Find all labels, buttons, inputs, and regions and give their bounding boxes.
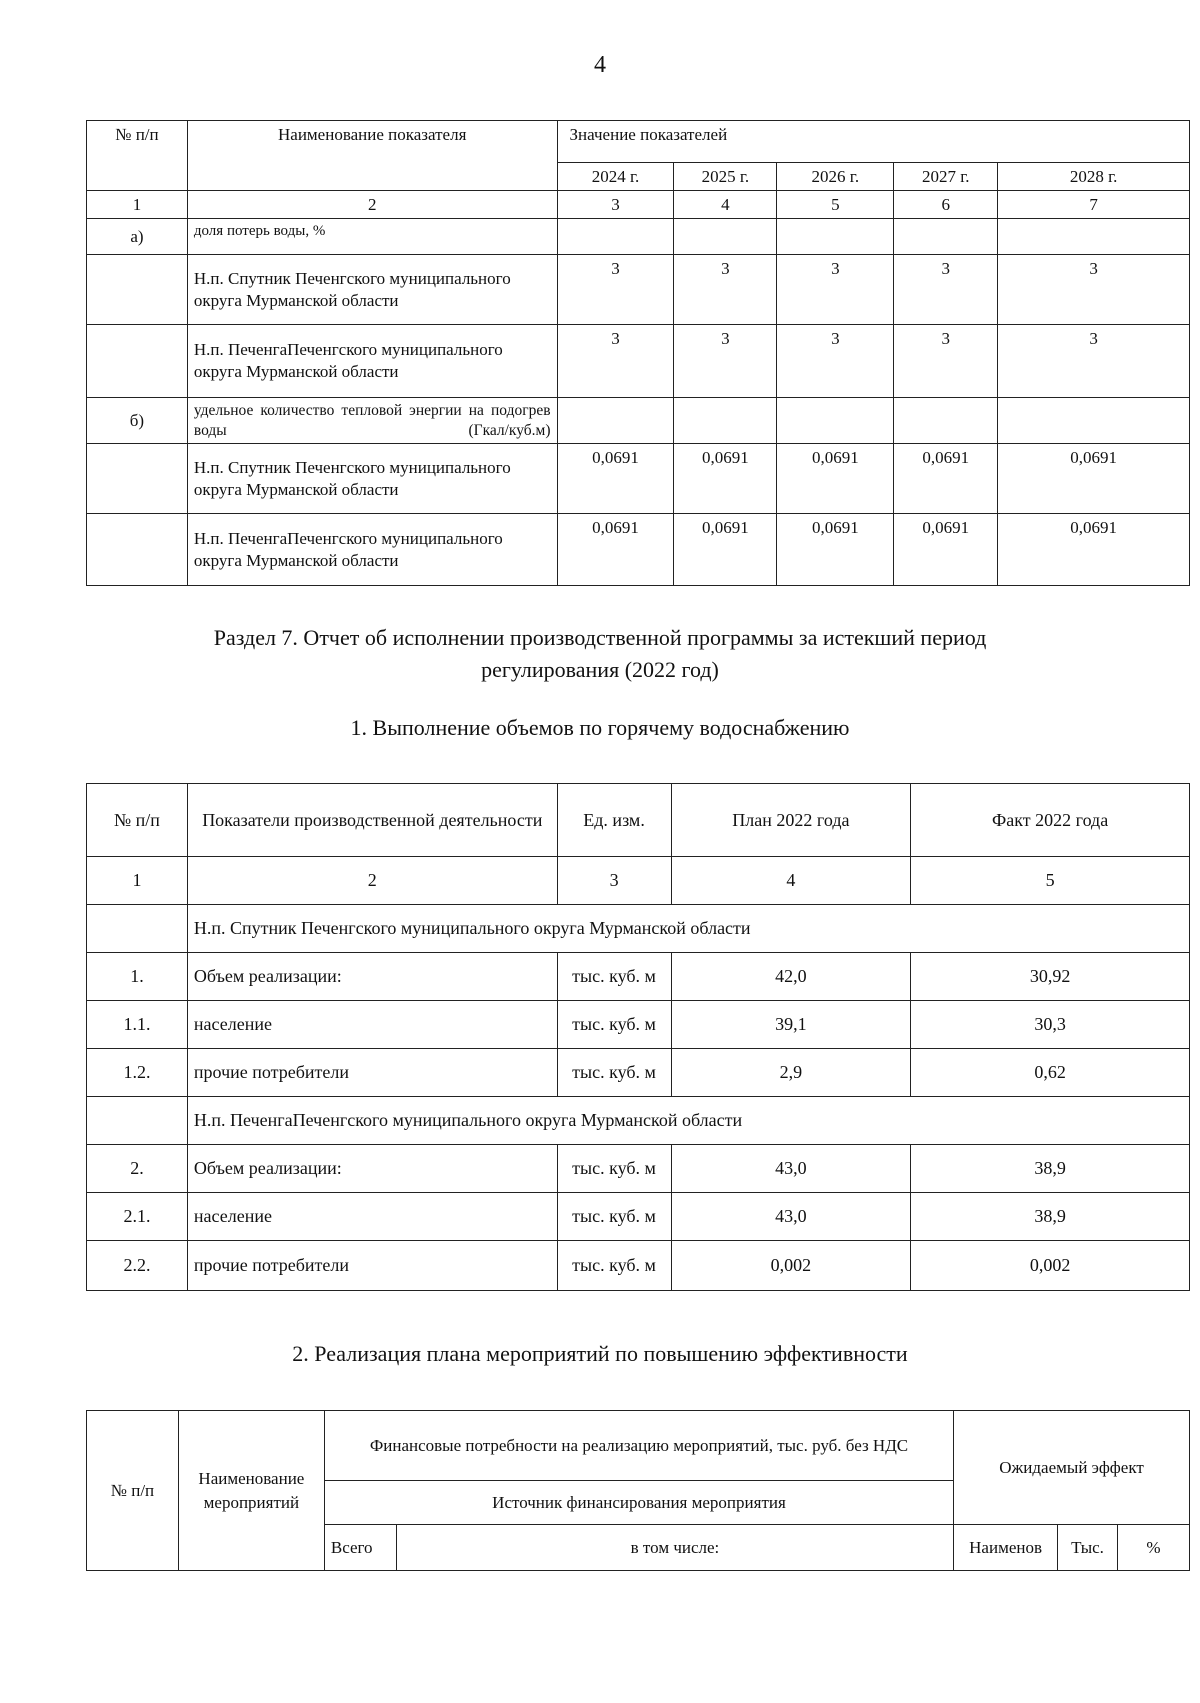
t1-year: 2026 г. xyxy=(777,163,894,191)
t2-row-num: 2.2. xyxy=(87,1241,188,1291)
t1-cell: 0,0691 xyxy=(777,514,894,586)
t2-row-name: население xyxy=(187,1193,557,1241)
t1-colnum: 3 xyxy=(557,191,674,219)
t1-cell: 3 xyxy=(998,255,1190,325)
t1-row-num: а) xyxy=(87,219,188,255)
t1-cell: 0,0691 xyxy=(557,444,674,514)
t1-cell: 3 xyxy=(998,325,1190,398)
t1-cell xyxy=(998,219,1190,255)
table-row xyxy=(87,1001,1190,1049)
t1-cell: 0,0691 xyxy=(674,444,777,514)
t2-row-unit: тыс. куб. м xyxy=(557,1241,671,1291)
t3-header-including: в том числе: xyxy=(396,1525,953,1571)
page-number: 4 xyxy=(594,52,606,78)
t3-header-effect-thousand: Тыс. xyxy=(1058,1525,1118,1571)
t1-cell xyxy=(557,398,674,444)
t1-row-name: доля потерь воды, % xyxy=(187,219,557,255)
t1-cell: 3 xyxy=(777,325,894,398)
t2-row-fact: 0,62 xyxy=(911,1049,1190,1097)
t2-row-unit: тыс. куб. м xyxy=(557,1193,671,1241)
t1-cell: 0,0691 xyxy=(674,514,777,586)
indicators-table xyxy=(86,120,1190,586)
t1-row-num: б) xyxy=(87,398,188,444)
t1-cell: 3 xyxy=(894,255,998,325)
t1-year: 2024 г. xyxy=(557,163,674,191)
t1-cell: 0,0691 xyxy=(894,514,998,586)
t1-row-num xyxy=(87,514,188,586)
t1-row-name: Н.п. ПеченгаПеченгского муниципального округа Мурманской области xyxy=(187,325,557,398)
subsection-title-1: 1. Выполнение объемов по горячему водоснабжению xyxy=(350,715,850,740)
t1-cell: 0,0691 xyxy=(998,444,1190,514)
t1-cell xyxy=(777,219,894,255)
t1-colnum: 4 xyxy=(674,191,777,219)
t1-row-name: удельное количество тепловой энергии на подогрев воды (Гкал/куб.м) xyxy=(187,398,557,444)
t2-row-plan: 43,0 xyxy=(671,1145,911,1193)
t1-cell: 3 xyxy=(894,325,998,398)
t1-cell xyxy=(674,219,777,255)
t1-cell: 0,0691 xyxy=(894,444,998,514)
t1-colnum: 6 xyxy=(894,191,998,219)
table-row xyxy=(87,255,1190,325)
t3-header-effect-name: Наименов xyxy=(954,1525,1058,1571)
t2-row-num: 2.1. xyxy=(87,1193,188,1241)
subsection-title-2: 2. Реализация плана мероприятий по повышению эффективности xyxy=(292,1341,908,1366)
t1-row-name: Н.п. Спутник Печенгского муниципального округа Мурманской области xyxy=(187,255,557,325)
t1-colnum: 2 xyxy=(187,191,557,219)
t2-row-plan: 42,0 xyxy=(671,953,911,1001)
table-row xyxy=(87,325,1190,398)
t2-row-unit: тыс. куб. м xyxy=(557,953,671,1001)
t2-row-name: прочие потребители xyxy=(187,1241,557,1291)
t1-year: 2027 г. xyxy=(894,163,998,191)
t1-row-num xyxy=(87,325,188,398)
t2-row-plan: 43,0 xyxy=(671,1193,911,1241)
table-row xyxy=(87,398,1190,444)
t1-cell: 3 xyxy=(557,255,674,325)
table-row xyxy=(87,219,1190,255)
t2-row-unit: тыс. куб. м xyxy=(557,1001,671,1049)
t2-colnum: 3 xyxy=(557,857,671,905)
t2-header-fact: Факт 2022 года xyxy=(911,784,1190,857)
t2-row-fact: 30,92 xyxy=(911,953,1190,1001)
t2-header-indicator: Показатели производственной деятельности xyxy=(187,784,557,857)
t2-row-plan: 0,002 xyxy=(671,1241,911,1291)
t1-colnum: 7 xyxy=(998,191,1190,219)
t1-cell xyxy=(777,398,894,444)
t3-header-num: № п/п xyxy=(87,1411,179,1571)
t3-header-source: Источник финансирования мероприятия xyxy=(324,1481,953,1525)
t2-colnum: 1 xyxy=(87,857,188,905)
t2-row-name: Объем реализации: xyxy=(187,1145,557,1193)
t1-colnum: 1 xyxy=(87,191,188,219)
table-row xyxy=(87,1241,1190,1291)
t1-year: 2028 г. xyxy=(998,163,1190,191)
table-row xyxy=(87,514,1190,586)
t2-row-name: Объем реализации: xyxy=(187,953,557,1001)
t2-row-plan: 2,9 xyxy=(671,1049,911,1097)
t3-header-name: Наименование мероприятий xyxy=(178,1411,324,1571)
t1-cell xyxy=(998,398,1190,444)
t2-group-title: Н.п. Спутник Печенгского муниципального округа Мурманской области xyxy=(187,905,1189,953)
table-row xyxy=(87,1049,1190,1097)
table-row xyxy=(87,1193,1190,1241)
t3-header-effect: Ожидаемый эффект xyxy=(954,1411,1190,1525)
t1-cell: 0,0691 xyxy=(557,514,674,586)
t2-header-plan: План 2022 года xyxy=(671,784,911,857)
section-title-line1: Раздел 7. Отчет об исполнении производственной программы за истекший период xyxy=(213,625,987,650)
t2-colnum: 4 xyxy=(671,857,911,905)
table-row xyxy=(87,444,1190,514)
t2-header-num: № п/п xyxy=(87,784,188,857)
t3-header-total: Всего xyxy=(324,1525,396,1571)
t1-row-name: Н.п. ПеченгаПеченгского муниципального округа Мурманской области xyxy=(187,514,557,586)
table-row xyxy=(87,1145,1190,1193)
t2-colnum: 5 xyxy=(911,857,1190,905)
t1-cell: 3 xyxy=(674,255,777,325)
t1-header-values: Значение показателей xyxy=(557,121,1189,163)
t2-row-fact: 30,3 xyxy=(911,1001,1190,1049)
t3-header-financial: Финансовые потребности на реализацию мероприятий, тыс. руб. без НДС xyxy=(324,1411,953,1481)
t3-header-effect-percent: % xyxy=(1118,1525,1190,1571)
t1-year: 2025 г. xyxy=(674,163,777,191)
t2-row-num: 1.2. xyxy=(87,1049,188,1097)
t2-row-num: 2. xyxy=(87,1145,188,1193)
t1-cell xyxy=(674,398,777,444)
t1-cell: 3 xyxy=(557,325,674,398)
t2-row-unit: тыс. куб. м xyxy=(557,1145,671,1193)
section-title-line2: регулирования (2022 год) xyxy=(481,657,719,682)
t1-cell xyxy=(894,398,998,444)
t1-row-num xyxy=(87,444,188,514)
t1-cell: 3 xyxy=(674,325,777,398)
t1-cell: 0,0691 xyxy=(777,444,894,514)
t2-group-title: Н.п. ПеченгаПеченгского муниципального округа Мурманской области xyxy=(187,1097,1189,1145)
t1-cell: 3 xyxy=(777,255,894,325)
t1-cell: 0,0691 xyxy=(998,514,1190,586)
t1-row-num xyxy=(87,255,188,325)
t1-header-name: Наименование показателя xyxy=(187,121,557,191)
table-row xyxy=(87,953,1190,1001)
t2-row-fact: 38,9 xyxy=(911,1193,1190,1241)
t1-cell xyxy=(557,219,674,255)
t2-header-unit: Ед. изм. xyxy=(557,784,671,857)
volumes-table xyxy=(86,783,1190,1291)
t2-row-fact: 0,002 xyxy=(911,1241,1190,1291)
t2-row-num: 1. xyxy=(87,953,188,1001)
t2-row-num: 1.1. xyxy=(87,1001,188,1049)
measures-table xyxy=(86,1410,1190,1571)
t1-header-num: № п/п xyxy=(87,121,188,191)
t1-cell xyxy=(894,219,998,255)
t2-row-fact: 38,9 xyxy=(911,1145,1190,1193)
t2-row-name: прочие потребители xyxy=(187,1049,557,1097)
t2-row-plan: 39,1 xyxy=(671,1001,911,1049)
t1-row-name: Н.п. Спутник Печенгского муниципального округа Мурманской области xyxy=(187,444,557,514)
t1-colnum: 5 xyxy=(777,191,894,219)
t2-row-unit: тыс. куб. м xyxy=(557,1049,671,1097)
t2-colnum: 2 xyxy=(187,857,557,905)
t2-row-name: население xyxy=(187,1001,557,1049)
section-title xyxy=(0,622,1200,686)
